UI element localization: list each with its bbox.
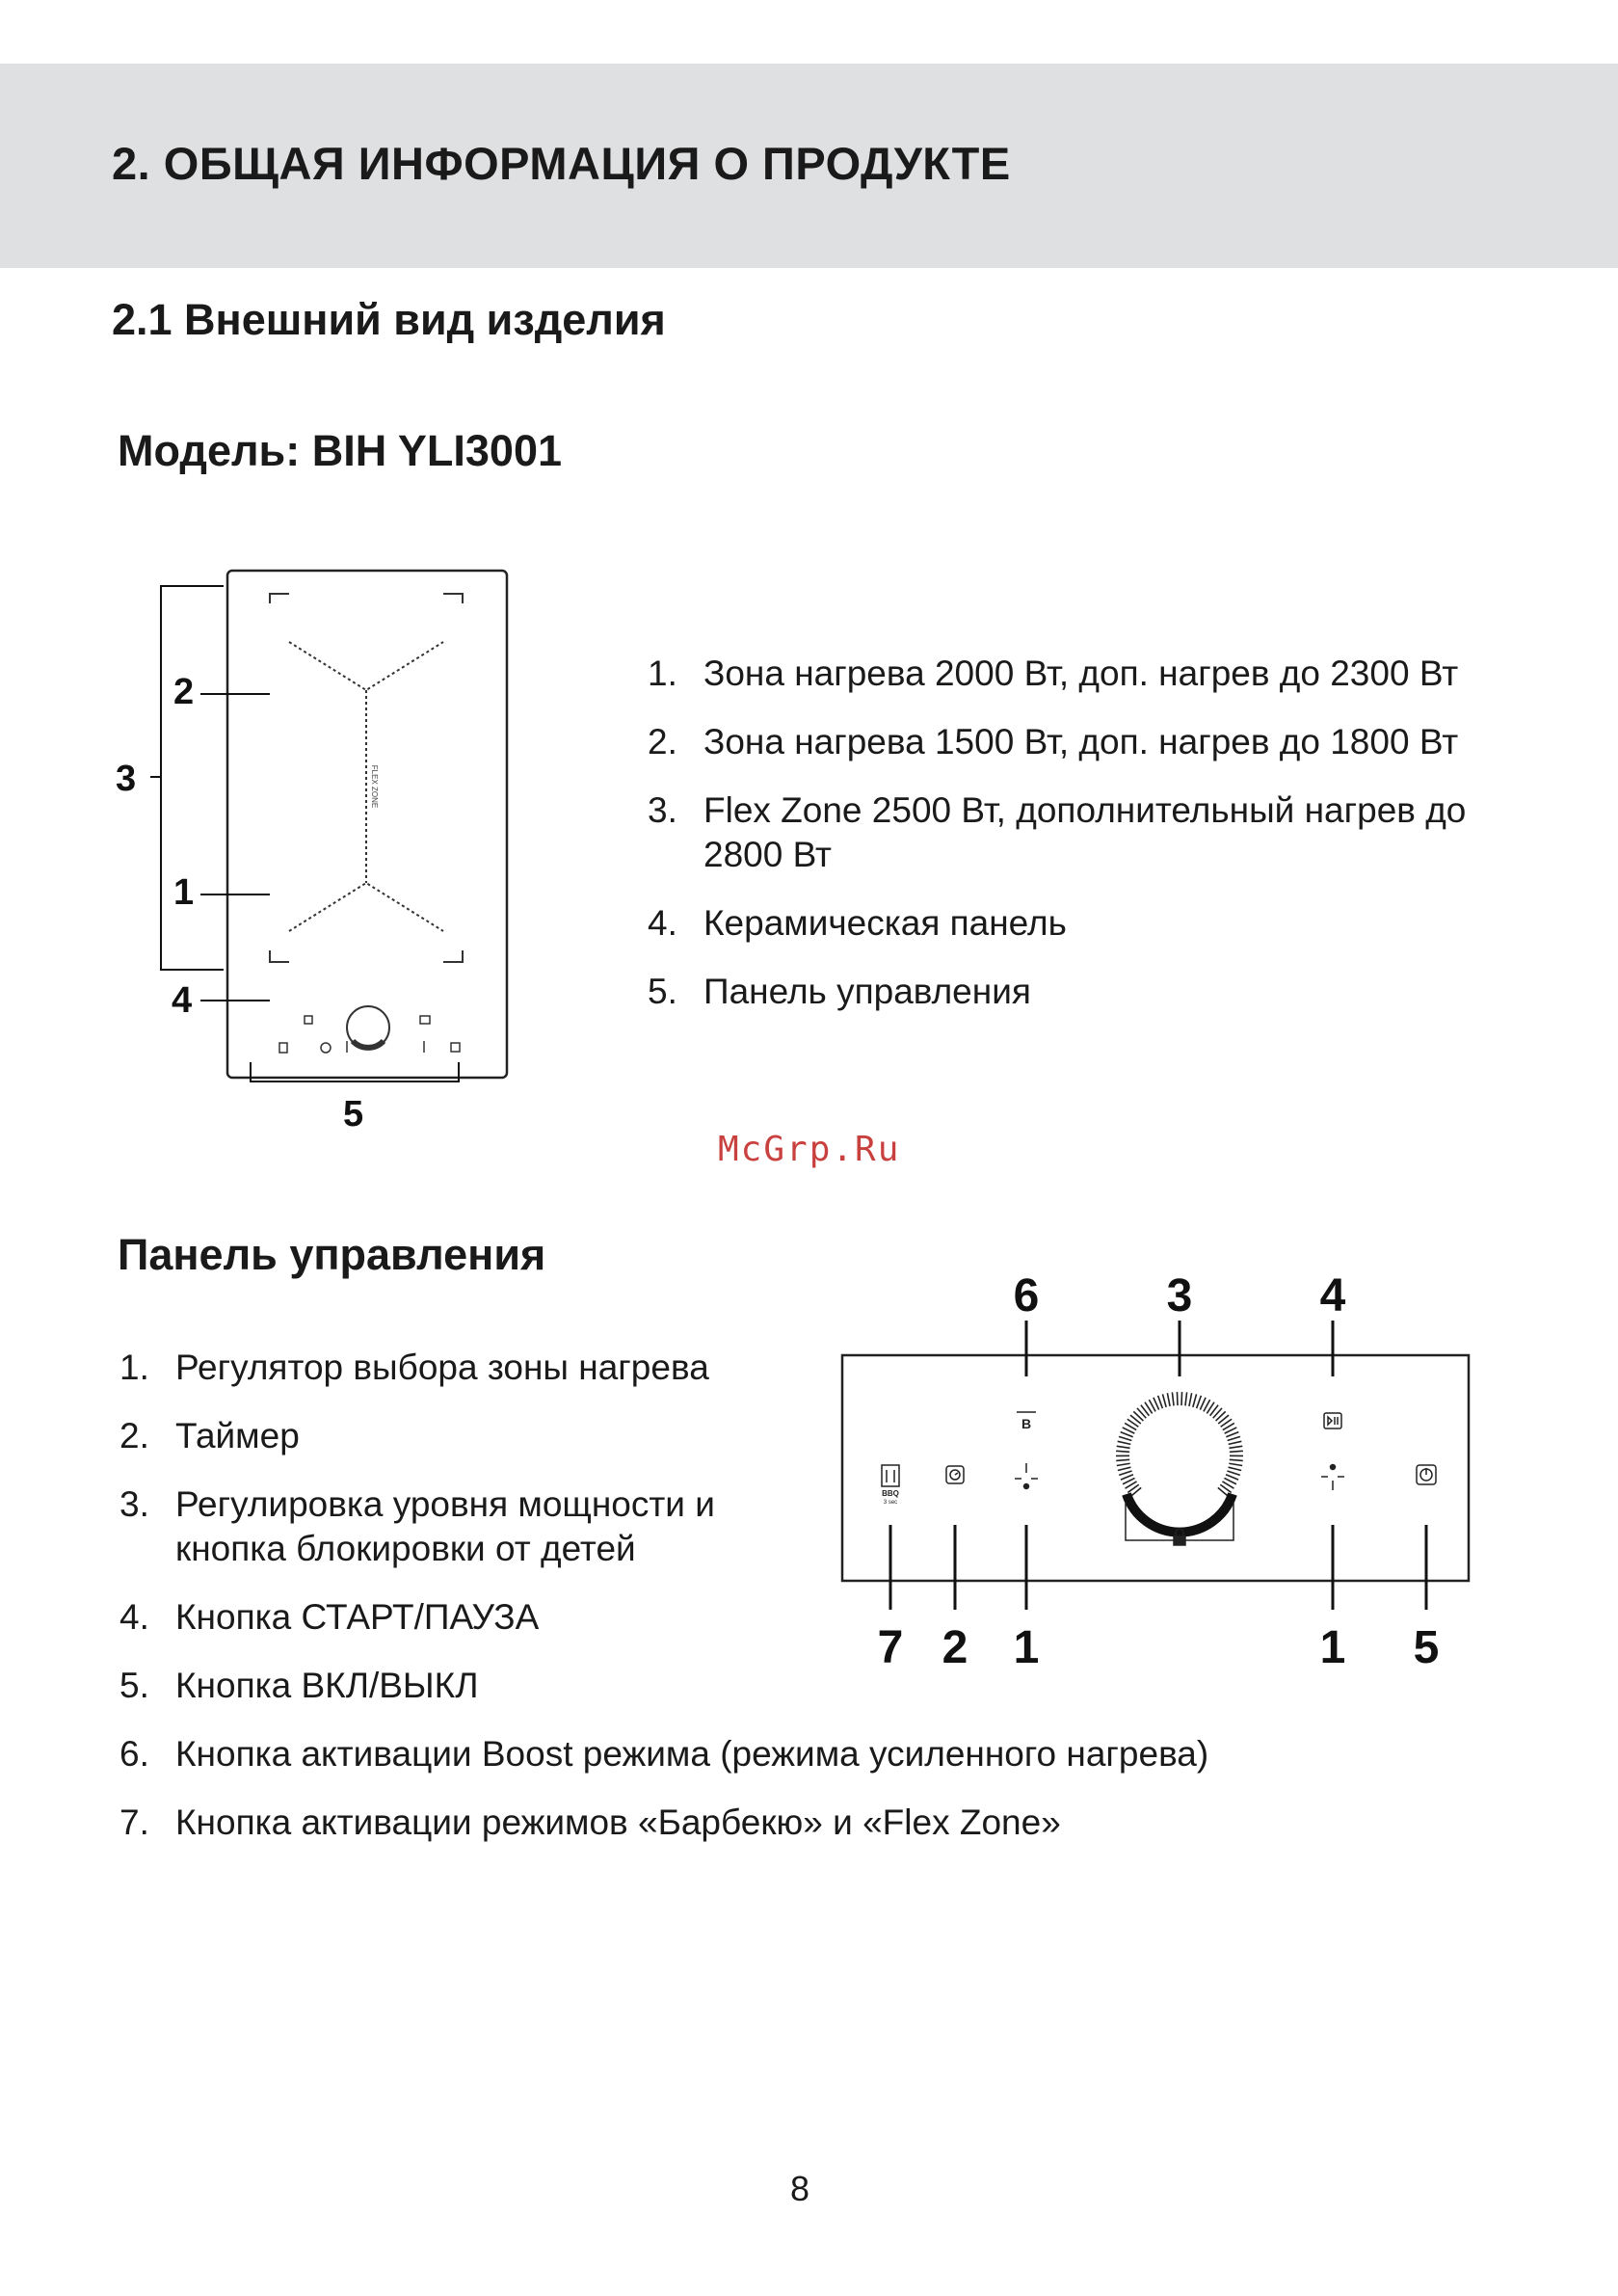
flex-zone-surface-text: FLEX ZONE <box>370 764 379 809</box>
list-item: 5. Кнопка ВКЛ/ВЫКЛ <box>119 1666 479 1705</box>
bottom-label-1: 1 <box>1013 1622 1040 1673</box>
list-item: 1. Зона нагрева 2000 Вт, доп. нагрев до 2300 Вт <box>648 654 1459 693</box>
list-item: 7. Кнопка активации режимов «Барбекю» и «Flex Zone» <box>119 1802 1061 1842</box>
boost-icon: B <box>1021 1416 1032 1431</box>
bottom-label-7: 7 <box>877 1622 904 1673</box>
bottom-label-2: 2 <box>942 1622 968 1673</box>
list-item: 4. Керамическая панель <box>648 903 1067 943</box>
diagram-label-2: 2 <box>173 672 195 712</box>
top-label-6: 6 <box>1013 1270 1040 1322</box>
bbq-sec-label: 3 sec <box>883 1500 898 1506</box>
model-title: Модель: BIH YLI3001 <box>118 426 563 475</box>
diagram-label-4: 4 <box>172 980 193 1021</box>
section-title: 2.1 Внешний вид изделия <box>112 295 666 344</box>
control-panel-title: Панель управления <box>118 1230 546 1279</box>
diagram-label-3: 3 <box>116 759 137 799</box>
chapter-title: 2. ОБЩАЯ ИНФОРМАЦИЯ О ПРОДУКТЕ <box>112 138 1011 189</box>
page-number: 8 <box>790 2169 810 2208</box>
list-item: 5. Панель управления <box>648 972 1031 1011</box>
list-item: 3. Flex Zone 2500 Вт, дополнительный нагрев до 2800 Вт <box>648 790 1467 874</box>
bottom-label-1b: 1 <box>1319 1622 1346 1673</box>
diagram-label-5: 5 <box>343 1094 364 1135</box>
list-item: 2. Таймер <box>119 1416 300 1455</box>
spec-list <box>648 652 1515 1038</box>
bbq-label: BBQ <box>882 1489 899 1498</box>
hob-diagram <box>116 559 520 1137</box>
list-item: 6. Кнопка активации Boost режима (режима усиленного нагрева) <box>119 1734 1209 1774</box>
watermark: McGrp.Ru <box>718 1130 901 1169</box>
diagram-label-1: 1 <box>173 872 195 913</box>
list-item: 2. Зона нагрева 1500 Вт, доп. нагрев до 1800 Вт <box>648 722 1459 761</box>
bottom-label-5: 5 <box>1413 1622 1440 1673</box>
control-items-list <box>119 1346 1276 1869</box>
top-label-3: 3 <box>1166 1270 1193 1322</box>
list-item: 4. Кнопка СТАРТ/ПАУЗА <box>119 1597 540 1637</box>
list-item: 1. Регулятор выбора зоны нагрева <box>119 1348 709 1387</box>
top-label-4: 4 <box>1319 1270 1346 1322</box>
list-item: 3. Регулировка уровня мощности и кнопка блокировки от детей <box>119 1484 715 1568</box>
